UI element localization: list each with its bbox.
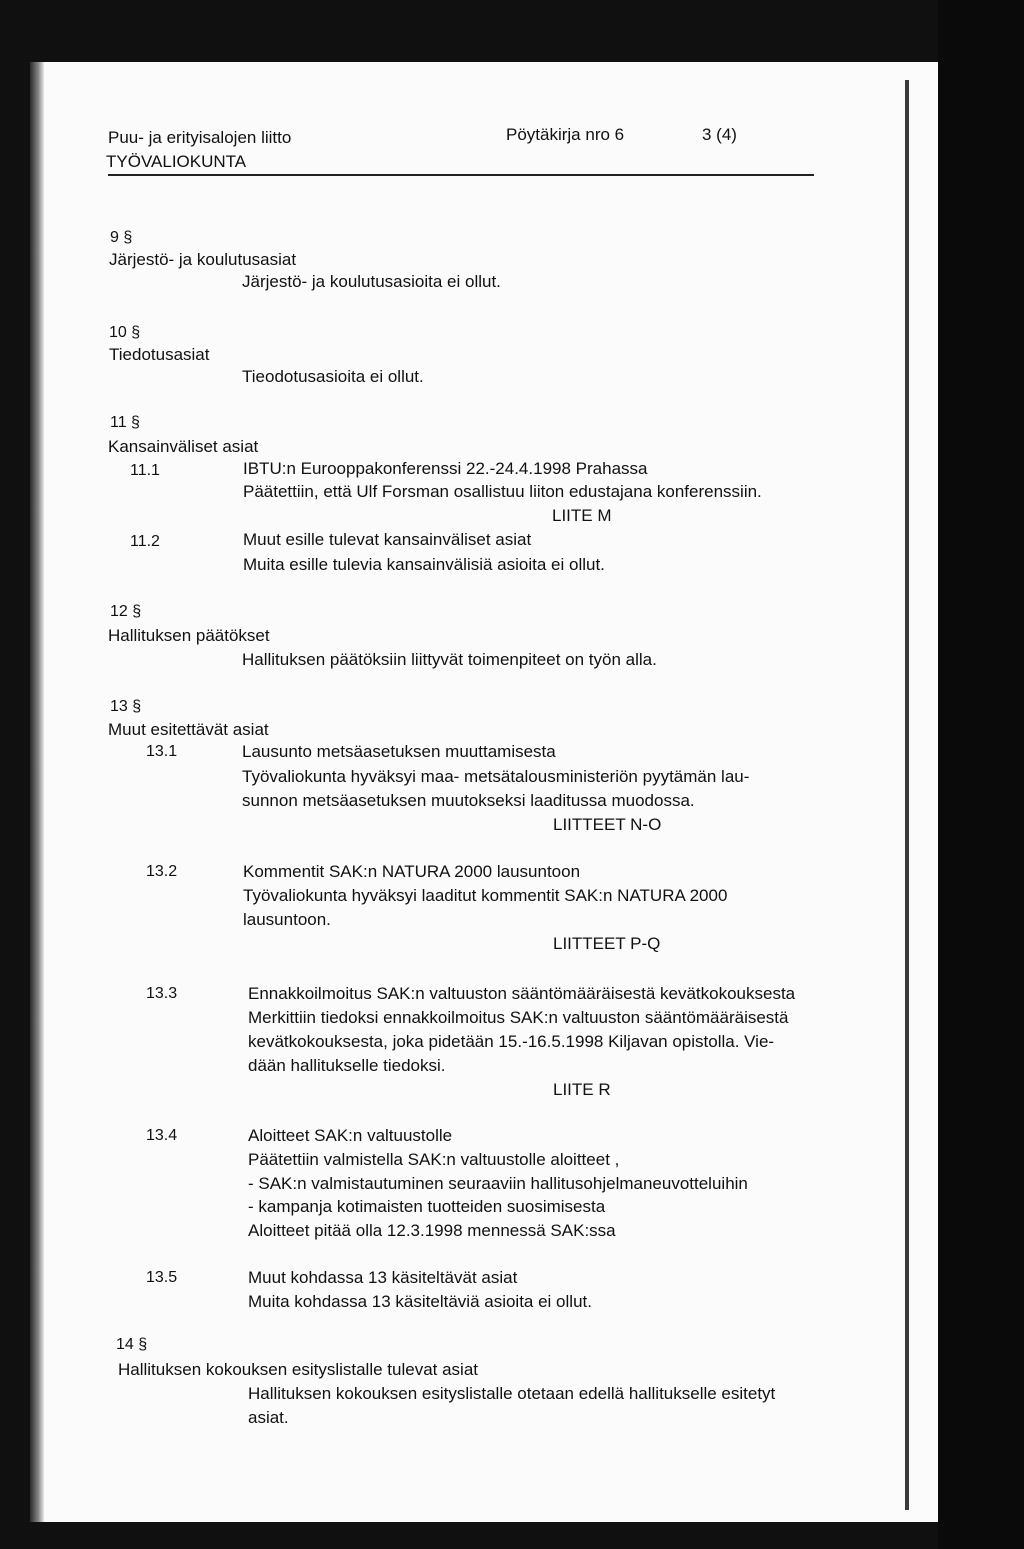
item-body-line: kevätkokouksesta, joka pidetään 15.-16.5.1998 Kiljavan opistolla. Vie- [248, 1032, 775, 1051]
item-body-line: Työvaliokunta hyväksyi maa- metsätalousministeriön pyytämän lau- [242, 767, 750, 786]
section-number: 11 § [110, 414, 140, 431]
section-body-line: Hallituksen kokouksen esityslistalle otetaan edellä hallitukselle esitetyt [248, 1384, 776, 1403]
section-title: Hallituksen päätökset [108, 626, 270, 645]
header-committee: TYÖVALIOKUNTA [106, 152, 247, 171]
item-body: Päätettiin, että Ulf Forsman osallistuu liiton edustajana konferenssiin. [243, 482, 762, 501]
item-number: 11.2 [130, 533, 160, 550]
attachment-ref: LIITE R [553, 1080, 611, 1099]
item-heading: IBTU:n Eurooppakonferenssi 22.-24.4.1998 Prahassa [243, 459, 648, 478]
section-body: Tieodotusasioita ei ollut. [242, 367, 424, 386]
item-heading: Lausunto metsäasetuksen muuttamisesta [242, 742, 556, 761]
section-body: Järjestö- ja koulutusasioita ei ollut. [242, 272, 501, 291]
header-rule [108, 174, 814, 176]
item-heading: Ennakkoilmoitus SAK:n valtuuston sääntömääräisestä kevätkokouksesta [248, 984, 796, 1003]
scan-edge-right [905, 80, 909, 1510]
item-number: 11.1 [130, 462, 160, 479]
section-number: 9 § [110, 229, 133, 246]
section-title: Järjestö- ja koulutusasiat [109, 250, 297, 269]
scan-edge-left [30, 62, 44, 1522]
item-body-line: dään hallitukselle tiedoksi. [248, 1056, 446, 1075]
item-body-line: lausuntoon. [243, 910, 331, 929]
item-heading: Aloitteet SAK:n valtuustolle [248, 1126, 453, 1145]
section-number: 12 § [110, 603, 142, 620]
item-number: 13.3 [146, 985, 178, 1002]
item-body-line: Työvaliokunta hyväksyi laaditut kommentit SAK:n NATURA 2000 [243, 886, 728, 905]
item-number: 13.1 [146, 743, 178, 760]
attachment-ref: LIITTEET N-O [553, 815, 662, 834]
item-body-line: - kampanja kotimaisten tuotteiden suosimisesta [248, 1197, 606, 1216]
item-number: 13.5 [146, 1269, 178, 1286]
scan-border-right [938, 0, 1024, 1549]
section-title: Muut esitettävät asiat [108, 720, 269, 739]
item-body-line: Aloitteet pitää olla 12.3.1998 mennessä SAK:ssa [248, 1221, 616, 1240]
section-number: 14 § [116, 1336, 148, 1353]
item-heading: Kommentit SAK:n NATURA 2000 lausuntoon [243, 862, 581, 881]
item-body: Muita esille tulevia kansainvälisiä asioita ei ollut. [243, 555, 605, 574]
section-number: 10 § [109, 324, 141, 341]
item-number: 13.4 [146, 1127, 178, 1144]
item-heading: Muut esille tulevat kansainväliset asiat [243, 530, 532, 549]
item-body-line: Päätettiin valmistella SAK:n valtuustolle aloitteet , [248, 1150, 620, 1169]
section-title: Hallituksen kokouksen esityslistalle tulevat asiat [118, 1360, 479, 1379]
item-heading: Muut kohdassa 13 käsiteltävät asiat [248, 1268, 518, 1287]
section-title: Kansainväliset asiat [108, 437, 259, 456]
header-org: Puu- ja erityisalojen liitto [108, 128, 292, 147]
item-body-line: sunnon metsäasetuksen muutokseksi laaditussa muodossa. [242, 791, 695, 810]
item-body-line: Merkittiin tiedoksi ennakkoilmoitus SAK:n valtuuston sääntömääräisestä [248, 1008, 789, 1027]
header-page-number: 3 (4) [702, 125, 737, 144]
attachment-ref: LIITTEET P-Q [553, 934, 661, 953]
attachment-ref: LIITE M [552, 506, 612, 525]
section-title: Tiedotusasiat [109, 345, 210, 364]
section-body: Hallituksen päätöksiin liittyvät toimenpiteet on työn alla. [242, 650, 657, 669]
item-number: 13.2 [146, 863, 178, 880]
header-document: Pöytäkirja nro 6 [506, 125, 625, 144]
item-body-line: Muita kohdassa 13 käsiteltäviä asioita ei ollut. [248, 1292, 592, 1311]
section-body-line: asiat. [248, 1408, 289, 1427]
item-body-line: - SAK:n valmistautuminen seuraaviin hallitusohjelmaneuvotteluihin [248, 1174, 748, 1193]
section-number: 13 § [110, 698, 142, 715]
